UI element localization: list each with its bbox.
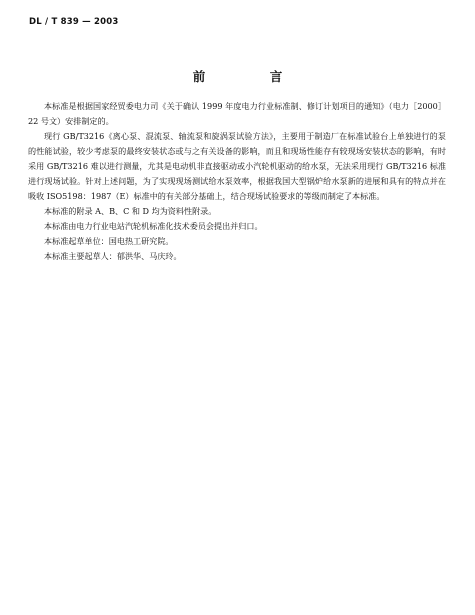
foreword-body [28,99,446,264]
page-title: 前 言 [192,69,309,84]
paragraph-drafters: 本标准主要起草人：郁洪华、马庆玲。 [44,251,182,261]
document-code: DL / T 839 — 2003 [29,17,119,27]
paragraph-background: 现行 GB/T3216《离心泵、混流泵、轴流泵和旋涡泵试验方法》，主要用于制造厂在标准试验台上单独进行的泵的性能试验，较少考虑泵的最终安装状态或与之有关设备的影响，而且和现场性能存有较现场安装状态的影响，有时采用 GB/T3216 难以进行测量，尤其是电动机非直接驱动或小汽轮机驱动的给水泵，无法采用现行 GB/T3216 标准进行现场试验。针对上述问题，为了实现现场测试给水泵效率，根据我国大型锅炉给水泵新的进展和具有的特点并在吸收 ISO5198：1987（E）标准中的有关部分基础上，结合现场试验要求的等级而制定了本标准。 [28,131,446,201]
paragraph-proposer: 本标准由电力行业电站汽轮机标准化技术委员会提出并归口。 [44,221,263,231]
paragraph-basis: 本标准是根据国家经贸委电力司《关于确认 1999 年度电力行业标准制、修订计划项目的通知》（电力［2000］22 号文）安排制定的。 [28,101,446,126]
paragraph-appendix: 本标准的附录 A、B、C 和 D 均为资料性附录。 [44,206,217,216]
paragraph-drafting-unit: 本标准起草单位：国电热工研究院。 [44,236,174,246]
